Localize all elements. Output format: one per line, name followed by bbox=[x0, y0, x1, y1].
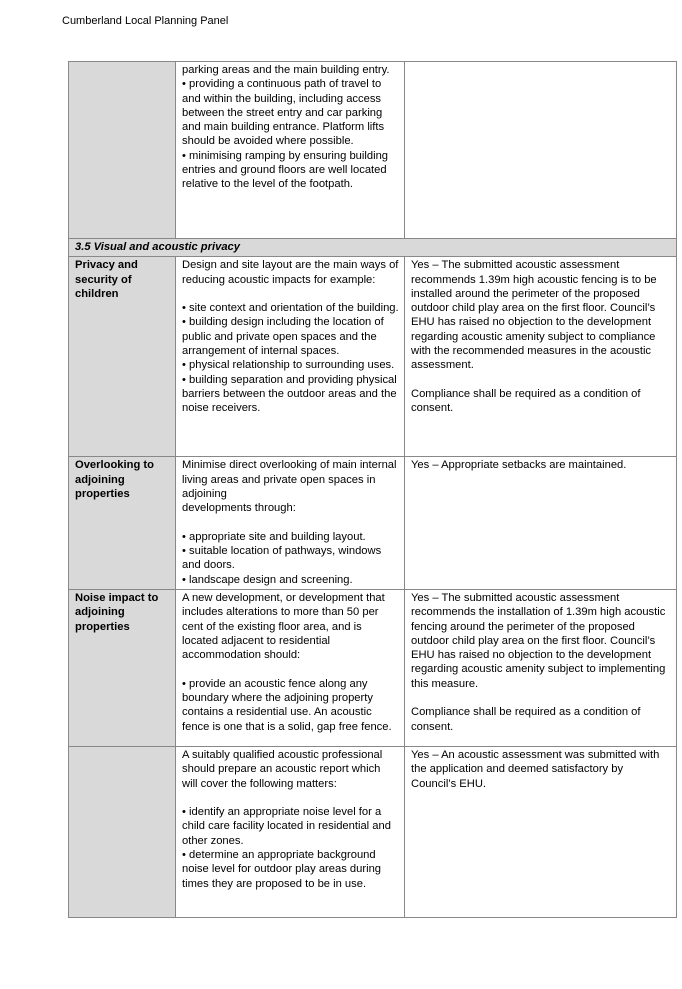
requirement-cell: Minimise direct overlooking of main internal living areas and private open spaces in adjoining developments through: • appropriate site and building layout. • suitable location of pathways, windows and doors. • landscape design and screening. bbox=[176, 457, 405, 590]
label-cell bbox=[69, 746, 176, 917]
page-header: Cumberland Local Planning Panel bbox=[62, 15, 229, 27]
section-heading: 3.5 Visual and acoustic privacy bbox=[69, 239, 677, 257]
compliance-cell bbox=[405, 62, 677, 239]
label-cell: Noise impact to adjoining properties bbox=[69, 589, 176, 746]
section-heading-row bbox=[69, 239, 677, 257]
table-row bbox=[69, 257, 677, 457]
label-cell bbox=[69, 62, 176, 239]
requirement-cell: A new development, or development that includes alterations to more than 50 per cent of the existing floor area, and is located adjacent to residential accommodation should: • provide an acoustic fence along any boundary where the adjoining property contains a residential use. An acoustic fence is one that is a solid, gap free fence. bbox=[176, 589, 405, 746]
requirement-cell: A suitably qualified acoustic professional should prepare an acoustic report which will cover the following matters: • identify an appropriate noise level for a child care facility located in residential and other zones. • determine an appropriate background noise level for outdoor play areas during times they are proposed to be in use. bbox=[176, 746, 405, 917]
compliance-cell: Yes – An acoustic assessment was submitted with the application and deemed satisfactory by Council’s EHU. bbox=[405, 746, 677, 917]
requirement-cell: Design and site layout are the main ways of reducing acoustic impacts for example: • site context and orientation of the building. • building design including the location of public and private open spaces and the arrangement of internal spaces. • physical relationship to surrounding uses. • building separation and providing physical barriers between the outdoor areas and the noise receivers. bbox=[176, 257, 405, 457]
assessment-table bbox=[68, 61, 677, 918]
table-row bbox=[69, 457, 677, 590]
table-row bbox=[69, 589, 677, 746]
compliance-cell: Yes – The submitted acoustic assessment recommends the installation of 1.39m high acoustic fencing around the perimeter of the proposed outdoor child play area on the first floor. Council’s EHU has raised no objection to the development regarding acoustic amenity subject to implementing this measure. Compliance shall be required as a condition of consent. bbox=[405, 589, 677, 746]
requirement-cell: parking areas and the main building entry. • providing a continuous path of travel to and within the building, including access between the street entry and car parking and main building entrance. Platform lifts should be avoided where possible. • minimising ramping by ensuring building entries and ground floors are well located relative to the level of the footpath. bbox=[176, 62, 405, 239]
compliance-cell: Yes – The submitted acoustic assessment recommends 1.39m high acoustic fencing is to be installed around the perimeter of the proposed outdoor child play area on the first floor. Council’s EHU has raised no objection to the development regarding acoustic amenity subject to compliance with the recommended measures in the acoustic assessment. Compliance shall be required as a condition of consent. bbox=[405, 257, 677, 457]
compliance-cell: Yes – Appropriate setbacks are maintained. bbox=[405, 457, 677, 590]
label-cell: Overlooking to adjoining properties bbox=[69, 457, 176, 590]
label-cell: Privacy and security of children bbox=[69, 257, 176, 457]
table-row-continuation bbox=[69, 62, 677, 239]
table-row bbox=[69, 746, 677, 917]
